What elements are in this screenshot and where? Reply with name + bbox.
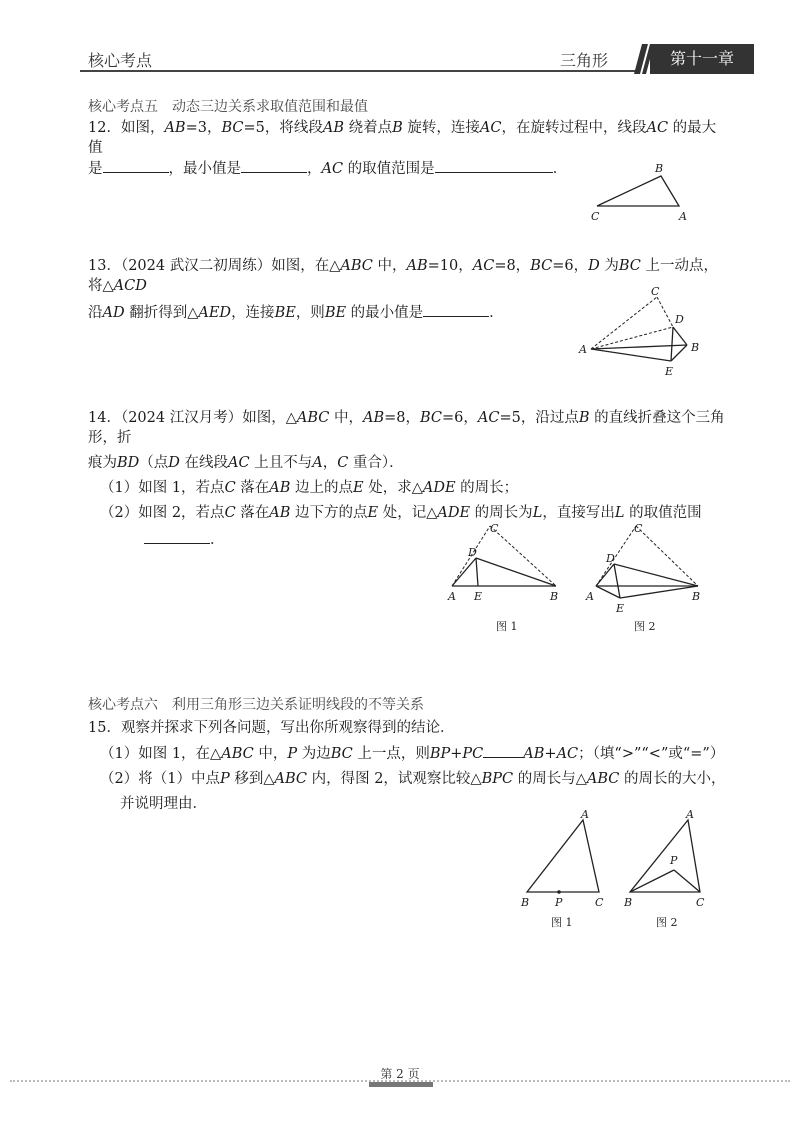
- label-C: C: [595, 896, 604, 909]
- label-B: B: [521, 896, 530, 909]
- answer-blank[interactable]: [483, 743, 523, 758]
- label-D: D: [606, 552, 615, 565]
- header-section-label: 核心考点: [88, 51, 153, 70]
- label-C: C: [634, 522, 643, 535]
- label-A: A: [686, 808, 694, 821]
- question-14-line-1: 14．（2024 江汉月考）如图，△ABC 中，AB=8，BC=6，AC=5，沿过点B 的直线折叠这个三角形，折: [88, 410, 725, 446]
- question-15: [88, 718, 728, 814]
- label-A: A: [579, 343, 587, 356]
- section-heading-6: 核心考点六 利用三角形三边关系证明线段的不等关系: [88, 697, 424, 713]
- header-chapter-title: 三角形: [560, 51, 609, 70]
- figure-q14-1: [440, 518, 570, 636]
- label-B: B: [655, 162, 664, 175]
- label-C: C: [591, 210, 600, 223]
- label-C: C: [490, 522, 499, 535]
- label-D: D: [675, 313, 684, 326]
- page-number: 第 2 页: [380, 1067, 420, 1081]
- label-E: E: [474, 590, 483, 603]
- label-E: E: [616, 602, 625, 615]
- label-B: B: [692, 590, 701, 603]
- question-14-part-2-blank: ．: [88, 529, 728, 550]
- label-A: A: [586, 590, 594, 603]
- figure-caption: 图 1: [551, 916, 573, 929]
- question-15-line-1: 15．观察并探求下列各问题，写出你所观察得到的结论．: [88, 720, 455, 736]
- answer-blank[interactable]: [103, 158, 169, 173]
- label-A: A: [581, 808, 589, 821]
- label-A: A: [448, 590, 456, 603]
- answer-blank[interactable]: [144, 529, 210, 544]
- figure-q13-fold: [575, 285, 705, 380]
- header-rule: [80, 70, 640, 72]
- question-13-line-1: 13．（2024 武汉二初周练）如图，在△ABC 中，AB=10，AC=8，BC=6，D 为BC 上一动点，将△ACD: [88, 258, 718, 294]
- label-B: B: [691, 341, 700, 354]
- label-B: B: [624, 896, 633, 909]
- label-D: D: [468, 546, 477, 559]
- label-C: C: [696, 896, 705, 909]
- question-13-line-2: 沿AD 翻折得到△AED，连接BE，则BE 的最小值是 ．: [88, 302, 728, 323]
- label-C: C: [651, 285, 660, 298]
- figure-q12-triangle: [585, 160, 695, 225]
- figure-caption: 图 2: [634, 620, 656, 633]
- figure-q14-2: [582, 518, 712, 636]
- label-E: E: [665, 365, 674, 378]
- figure-caption: 图 2: [656, 916, 678, 929]
- label-B: B: [550, 590, 559, 603]
- figure-q15-2: [620, 808, 710, 933]
- label-A: A: [679, 210, 687, 223]
- question-12-line-2: 是 ，最小值是 ，AC 的取值范围是 ．: [88, 158, 728, 179]
- figure-q15-1: [515, 808, 610, 933]
- answer-blank[interactable]: [423, 302, 489, 317]
- answer-blank[interactable]: [241, 158, 307, 173]
- question-15-part-2: （2）将（1）中点P 移到△ABC 内，得图 2，试观察比较△BPC 的周长与△ABC 的周长的大小，: [100, 771, 726, 787]
- question-14-part-1: （1）如图 1，若点C 落在AB 边上的点E 处，求△ADE 的周长；: [100, 480, 519, 496]
- answer-blank[interactable]: [435, 158, 553, 173]
- question-12-line-1: 12．如图，AB=3，BC=5，将线段AB 绕着点B 旋转，连接AC，在旋转过程中，线段AC 的最大值: [88, 120, 717, 156]
- question-15-part-1: （1）如图 1，在△ABC 中，P 为边BC 上一点，则BP+PC AB+AC；（填“>”“<”或“=”）: [88, 743, 728, 764]
- footer-bar: [369, 1082, 433, 1087]
- label-P: P: [555, 896, 563, 909]
- question-14-line-2: 痕为BD（点D 在线段AC 上且不与A，C 重合）．: [88, 455, 404, 471]
- label-P: P: [670, 854, 678, 867]
- figure-caption: 图 1: [496, 620, 518, 633]
- header-chapter-box: 第十一章: [650, 44, 754, 74]
- section-heading-5: 核心考点五 动态三边关系求取值范围和最值: [88, 99, 368, 115]
- question-14-part-2: （2）如图 2，若点C 落在AB 边下方的点E 处，记△ADE 的周长为L，直接写出L 的取值范围: [100, 505, 702, 521]
- question-15-line-3: 并说明理由．: [120, 796, 207, 812]
